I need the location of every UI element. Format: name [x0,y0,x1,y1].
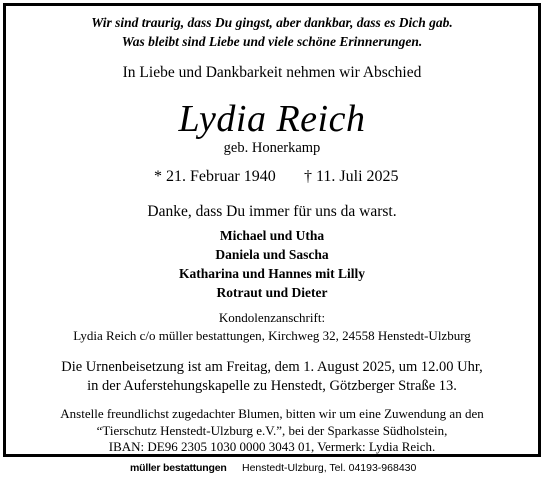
mourner-4: Rotraut und Dieter [216,285,328,300]
funeral-home-contact: Henstedt-Ulzburg, Tel. 04193-968430 [242,462,417,474]
donation-line-2: “Tierschutz Henstedt-Ulzburg e.V.”, bei der Sparkasse Südholstein, [96,423,448,438]
life-dates [6,169,538,187]
thanks-text: Danke, dass Du immer für uns da warst. [147,203,397,220]
burial-line-1: Die Urnenbeisetzung ist am Freitag, dem 1. August 2025, um 12.00 Uhr, [61,359,483,375]
mourner-1: Michael und Utha [219,228,325,243]
condolence-heading: Kondolenzanschrift: [218,310,326,325]
footer [0,461,550,475]
mourner-3: Katharina und Hannes mit Lilly [178,266,366,281]
burial-line-2: in der Auferstehungskapelle zu Henstedt, Götzberger Straße 13. [87,378,457,394]
maiden-name: geb. Honerkamp [223,140,321,156]
donation-line-1: Anstelle freundlichst zugedachter Blumen, bitten wir um eine Zuwendung an den [60,406,484,421]
intro-text: In Liebe und Dankbarkeit nehmen wir Abschied [122,64,422,81]
obituary-notice [3,3,541,457]
verse-line-2: Was bleibt sind Liebe und viele schöne Erinnerungen. [121,34,423,49]
deceased-name: Lydia Reich [178,98,366,140]
verse-line-1: Wir sind traurig, dass Du gingst, aber dankbar, dass es Dich gab. [91,15,453,30]
death-date: † 11. Juli 2025 [304,168,399,185]
funeral-home-brand: müller bestattungen [130,462,227,474]
mourner-2: Daniela und Sascha [215,247,329,262]
birth-date: * 21. Februar 1940 [154,168,276,185]
donation-line-3: IBAN: DE96 2305 1030 0000 3043 01, Vermerk: Lydia Reich. [108,439,436,454]
condolence-address: Lydia Reich c/o müller bestattungen, Kirchweg 32, 24558 Henstedt-Ulzburg [73,328,471,343]
